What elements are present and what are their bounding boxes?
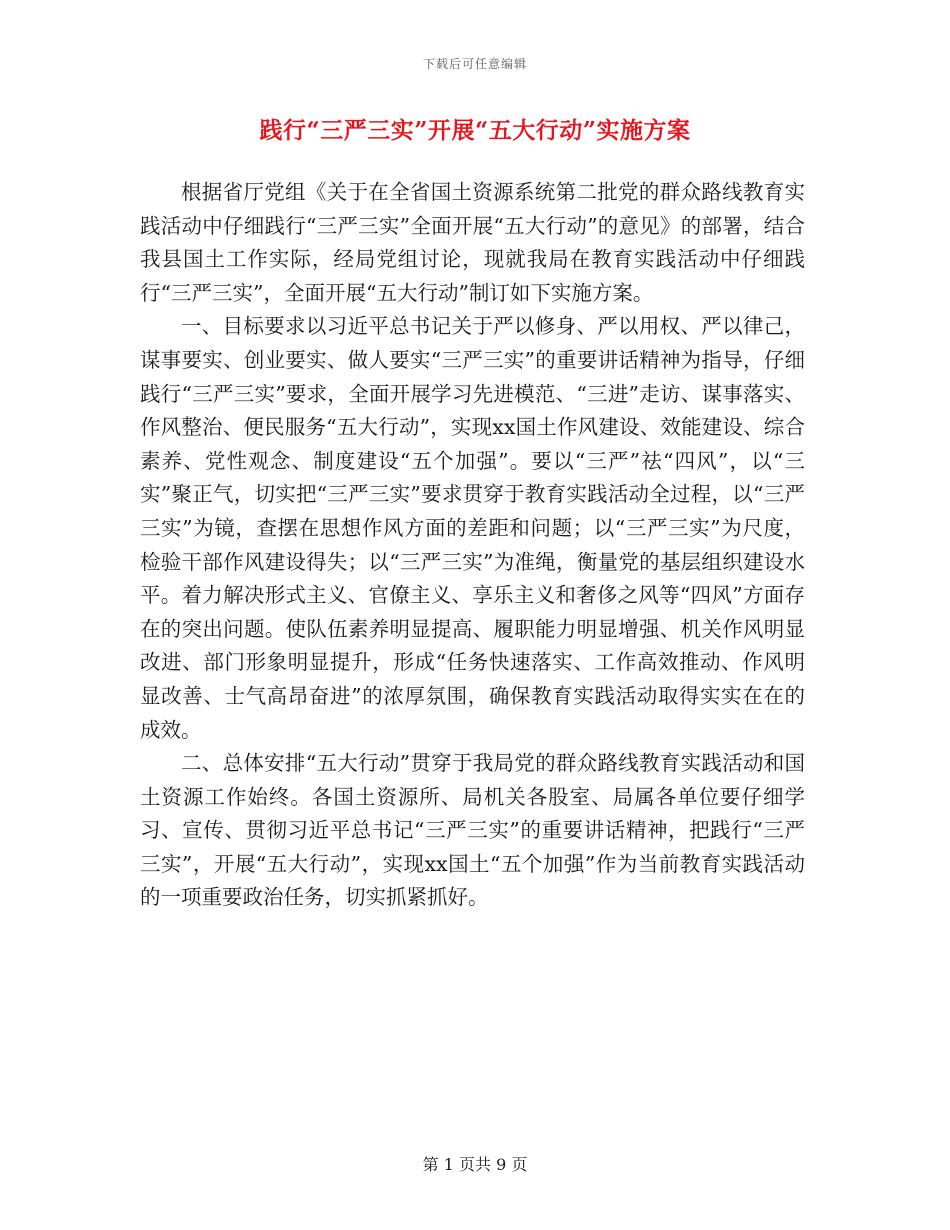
paragraph-arrangement: 二、总体安排“五大行动”贯穿于我局党的群众路线教育实践活动和国土资源工作始终。各国土资源所、局机关各股室、局属各单位要仔细学习、宣传、贯彻习近平总书记“三严三实”的重要讲话精神，把践行“三严三实”，开展“五大行动”，实现xx国土“五个加强”作为当前教育实践活动的一项重要政治任务，切实抓紧抓好。 — [140, 751, 805, 910]
paragraph-goals: 一、目标要求以习近平总书记关于严以修身、严以用权、严以律己，谋事要实、创业要实、做人要实“三严三实”的重要讲话精神为指导，仔细践行“三严三实”要求，全面开展学习先进模范、“三进”走访、谋事落实、作风整治、便民服务“五大行动”，实现xx国土作风建设、效能建设、综合素养、党性观念、制度建设“五个加强”。要以“三严”祛“四风”，以“三实”聚正气，切实把“三严三实”要求贯穿于教育实践活动全过程，以“三严三实”为镜，查摆在思想作风方面的差距和问题；以“三严三实”为尺度，检验干部作风建设得失；以“三严三实”为准绳，衡量党的基层组织建设水平。着力解决形式主义、官僚主义、享乐主义和奢侈之风等“四风”方面存在的突出问题。使队伍素养明显提高、履职能力明显增强、机关作风明显改进、部门形象明显提升，形成“任务快速落实、工作高效推动、作风明显改善、士气高昂奋进”的浓厚氛围，确保教育实践活动取得实实在在的成效。 — [140, 314, 805, 742]
document-title: 践行“三严三实”开展“五大行动”实施方案 — [259, 117, 691, 144]
document-body — [140, 176, 805, 915]
page-number-footer: 第 1 页共 9 页 — [422, 1155, 528, 1174]
paragraph-intro: 根据省厅党组《关于在全省国土资源系统第二批党的群众路线教育实践活动中仔细践行“三严三实”全面开展“五大行动”的意见》的部署，结合我县国土工作实际，经局党组讨论，现就我局在教育实践活动中仔细践行“三严三实”，全面开展“五大行动”制订如下实施方案。 — [140, 180, 805, 305]
page-header-note: 下载后可任意编辑 — [422, 57, 527, 71]
